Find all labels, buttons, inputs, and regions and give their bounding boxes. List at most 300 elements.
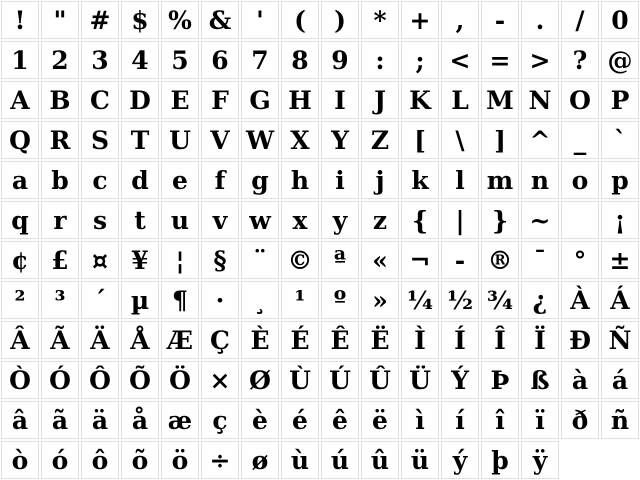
glyph-cell[interactable] — [41, 441, 79, 479]
glyph-cell[interactable] — [1, 321, 39, 359]
glyph-cell[interactable] — [521, 401, 559, 439]
glyph-cell[interactable] — [241, 321, 279, 359]
glyph-cell[interactable] — [601, 281, 639, 319]
glyph-cell[interactable] — [1, 1, 39, 39]
glyph: A — [10, 85, 30, 115]
glyph-cell[interactable] — [201, 241, 239, 279]
glyph: l — [455, 165, 465, 195]
glyph-cell[interactable] — [601, 81, 639, 119]
glyph-cell[interactable] — [601, 201, 639, 239]
glyph-cell[interactable] — [401, 201, 439, 239]
glyph-cell[interactable] — [321, 441, 359, 479]
glyph: - — [454, 245, 466, 275]
glyph: Z — [370, 125, 390, 155]
glyph-cell[interactable] — [441, 361, 479, 399]
glyph-cell[interactable] — [81, 321, 119, 359]
glyph: ÿ — [532, 445, 548, 475]
glyph-cell[interactable] — [201, 121, 239, 159]
glyph-cell[interactable] — [1, 81, 39, 119]
glyph-cell[interactable] — [81, 161, 119, 199]
glyph-cell[interactable] — [561, 121, 599, 159]
glyph-cell[interactable] — [361, 121, 399, 159]
glyph-cell[interactable] — [1, 121, 39, 159]
glyph-cell[interactable] — [521, 441, 559, 479]
glyph-cell[interactable] — [281, 201, 319, 239]
glyph-cell[interactable] — [81, 441, 119, 479]
glyph-cell[interactable] — [121, 161, 159, 199]
glyph-cell[interactable] — [41, 201, 79, 239]
glyph-cell[interactable] — [561, 161, 599, 199]
glyph-cell[interactable] — [521, 161, 559, 199]
glyph-cell[interactable] — [41, 361, 79, 399]
glyph-cell[interactable] — [481, 241, 519, 279]
glyph-cell[interactable] — [601, 161, 639, 199]
glyph-cell[interactable] — [521, 1, 559, 39]
glyph: ; — [415, 45, 425, 75]
glyph: ý — [452, 445, 468, 475]
glyph: - — [494, 5, 506, 35]
glyph: § — [213, 245, 227, 275]
glyph: » — [372, 285, 388, 315]
glyph: ê — [332, 405, 348, 435]
glyph: R — [49, 125, 71, 155]
glyph: C — [90, 85, 110, 115]
glyph: T — [130, 125, 150, 155]
glyph-cell[interactable] — [121, 321, 159, 359]
glyph: Ï — [534, 325, 546, 355]
glyph-cell[interactable] — [1, 281, 39, 319]
glyph-cell[interactable] — [241, 241, 279, 279]
glyph: Í — [454, 325, 466, 355]
glyph: + — [409, 5, 431, 35]
glyph: 3 — [91, 45, 109, 75]
glyph: ´ — [93, 285, 107, 315]
glyph-cell[interactable] — [561, 1, 599, 39]
glyph: ? — [572, 45, 588, 75]
glyph-cell[interactable] — [441, 41, 479, 79]
glyph-cell[interactable] — [81, 81, 119, 119]
glyph-cell[interactable] — [321, 281, 359, 319]
glyph-cell[interactable] — [81, 121, 119, 159]
glyph-cell[interactable] — [281, 241, 319, 279]
glyph-cell[interactable] — [401, 121, 439, 159]
glyph: Ú — [329, 365, 351, 395]
glyph-cell[interactable] — [321, 361, 359, 399]
glyph-cell[interactable] — [41, 321, 79, 359]
glyph-cell[interactable] — [601, 1, 639, 39]
glyph: . — [535, 5, 545, 35]
glyph: p — [611, 165, 629, 195]
glyph: / — [575, 5, 585, 35]
glyph-cell[interactable] — [361, 201, 399, 239]
glyph: ~ — [529, 205, 551, 235]
glyph: £ — [51, 245, 69, 275]
glyph-cell[interactable] — [281, 41, 319, 79]
glyph: Ö — [169, 365, 191, 395]
glyph: ñ — [610, 405, 630, 435]
glyph-cell[interactable] — [121, 41, 159, 79]
glyph: 4 — [131, 45, 149, 75]
glyph: Ý — [451, 365, 469, 395]
glyph-cell[interactable] — [121, 201, 159, 239]
glyph: â — [11, 405, 29, 435]
glyph-cell[interactable] — [241, 401, 279, 439]
glyph-cell[interactable] — [361, 321, 399, 359]
glyph-cell[interactable] — [241, 81, 279, 119]
glyph-cell[interactable] — [241, 41, 279, 79]
glyph-cell[interactable] — [161, 1, 199, 39]
glyph-cell[interactable] — [361, 361, 399, 399]
glyph-cell[interactable] — [161, 361, 199, 399]
glyph-cell[interactable] — [401, 241, 439, 279]
glyph-cell[interactable] — [41, 1, 79, 39]
glyph-cell[interactable] — [201, 401, 239, 439]
glyph-cell[interactable] — [521, 281, 559, 319]
glyph-cell[interactable] — [441, 321, 479, 359]
glyph-cell[interactable] — [361, 1, 399, 39]
glyph-cell[interactable] — [401, 161, 439, 199]
glyph-cell[interactable] — [401, 281, 439, 319]
glyph-cell[interactable] — [561, 81, 599, 119]
glyph-cell[interactable] — [121, 241, 159, 279]
glyph-cell[interactable] — [441, 401, 479, 439]
glyph-cell[interactable] — [121, 401, 159, 439]
glyph-cell[interactable] — [241, 361, 279, 399]
glyph-cell[interactable] — [441, 281, 479, 319]
glyph: 6 — [211, 45, 229, 75]
glyph-cell[interactable] — [561, 241, 599, 279]
glyph-cell[interactable] — [441, 201, 479, 239]
glyph: æ — [167, 405, 193, 435]
glyph-cell[interactable] — [481, 401, 519, 439]
glyph-cell[interactable] — [281, 161, 319, 199]
glyph-cell[interactable] — [441, 81, 479, 119]
glyph-cell[interactable] — [601, 241, 639, 279]
glyph-cell[interactable] — [241, 161, 279, 199]
glyph-cell[interactable] — [1, 201, 39, 239]
glyph-cell[interactable] — [481, 161, 519, 199]
glyph-cell[interactable] — [521, 321, 559, 359]
glyph: M — [486, 85, 514, 115]
glyph-cell[interactable] — [161, 161, 199, 199]
glyph-cell[interactable] — [401, 81, 439, 119]
glyph: ú — [330, 445, 350, 475]
glyph: × — [209, 365, 231, 395]
glyph-cell[interactable] — [521, 361, 559, 399]
glyph-cell[interactable] — [281, 361, 319, 399]
glyph-cell[interactable] — [121, 81, 159, 119]
glyph-cell[interactable] — [481, 81, 519, 119]
glyph: ä — [91, 405, 109, 435]
glyph: é — [292, 405, 308, 435]
glyph-cell[interactable] — [561, 41, 599, 79]
glyph: ¬ — [409, 245, 431, 275]
glyph-row — [0, 120, 640, 160]
glyph-cell[interactable] — [361, 41, 399, 79]
glyph-cell[interactable] — [321, 201, 359, 239]
glyph-cell[interactable] — [81, 41, 119, 79]
glyph: [ — [414, 125, 426, 155]
glyph: h — [290, 165, 310, 195]
glyph: w — [249, 205, 271, 235]
glyph-cell[interactable] — [561, 361, 599, 399]
glyph-cell[interactable] — [321, 1, 359, 39]
glyph: Ë — [370, 325, 390, 355]
glyph-cell[interactable] — [161, 441, 199, 479]
glyph-cell[interactable] — [561, 281, 599, 319]
glyph-cell[interactable] — [161, 121, 199, 159]
glyph-cell[interactable] — [41, 41, 79, 79]
glyph-cell[interactable] — [441, 1, 479, 39]
glyph: ¥ — [131, 245, 149, 275]
glyph-cell[interactable] — [81, 1, 119, 39]
glyph-cell[interactable] — [81, 241, 119, 279]
glyph-cell[interactable] — [321, 241, 359, 279]
glyph-cell[interactable] — [401, 441, 439, 479]
glyph: 9 — [331, 45, 349, 75]
glyph: ô — [91, 445, 109, 475]
glyph: Q — [9, 125, 31, 155]
glyph: à — [571, 365, 589, 395]
glyph-cell[interactable] — [1, 361, 39, 399]
glyph: * — [373, 5, 387, 35]
glyph-cell[interactable] — [321, 81, 359, 119]
glyph: s — [92, 205, 108, 235]
glyph-cell[interactable] — [201, 361, 239, 399]
glyph: y — [332, 205, 348, 235]
glyph-cell[interactable] — [401, 1, 439, 39]
glyph-cell[interactable] — [521, 201, 559, 239]
empty-slot — [601, 441, 639, 479]
glyph-cell[interactable] — [601, 401, 639, 439]
glyph: c — [92, 165, 108, 195]
glyph: Û — [369, 365, 391, 395]
glyph-row — [0, 200, 640, 240]
glyph-cell[interactable] — [81, 401, 119, 439]
glyph-cell[interactable] — [41, 401, 79, 439]
glyph-cell[interactable] — [201, 441, 239, 479]
glyph-cell[interactable] — [441, 241, 479, 279]
glyph-cell[interactable] — [201, 201, 239, 239]
glyph-cell[interactable] — [1, 241, 39, 279]
glyph-cell[interactable] — [561, 321, 599, 359]
glyph: ' — [256, 5, 264, 35]
glyph: K — [409, 85, 431, 115]
glyph-cell[interactable] — [321, 161, 359, 199]
glyph: ò — [11, 445, 29, 475]
glyph: ì — [415, 405, 425, 435]
glyph: ¼ — [406, 285, 434, 315]
glyph: È — [250, 325, 270, 355]
glyph-cell[interactable] — [41, 241, 79, 279]
glyph-cell[interactable] — [401, 41, 439, 79]
glyph-cell[interactable] — [41, 281, 79, 319]
glyph: © — [287, 245, 313, 275]
glyph: t — [134, 205, 146, 235]
glyph-cell[interactable] — [481, 361, 519, 399]
glyph-cell[interactable] — [41, 121, 79, 159]
glyph: 8 — [291, 45, 309, 75]
glyph-cell[interactable] — [161, 401, 199, 439]
glyph-cell[interactable] — [521, 121, 559, 159]
glyph-cell[interactable] — [1, 41, 39, 79]
glyph-cell[interactable] — [81, 201, 119, 239]
glyph: < — [449, 45, 471, 75]
glyph-cell[interactable] — [601, 121, 639, 159]
glyph: å — [131, 405, 149, 435]
glyph: ü — [410, 445, 430, 475]
glyph-cell[interactable] — [161, 41, 199, 79]
glyph: F — [211, 85, 229, 115]
glyph-cell[interactable] — [481, 321, 519, 359]
glyph-cell[interactable] — [121, 1, 159, 39]
glyph-cell[interactable] — [481, 281, 519, 319]
glyph-cell[interactable] — [121, 441, 159, 479]
glyph: k — [411, 165, 429, 195]
glyph-cell[interactable] — [361, 441, 399, 479]
glyph-cell[interactable] — [361, 281, 399, 319]
glyph-cell[interactable] — [201, 281, 239, 319]
glyph: ã — [51, 405, 69, 435]
glyph: · — [215, 285, 225, 315]
empty-slot — [561, 441, 599, 479]
glyph: õ — [131, 445, 149, 475]
glyph-cell[interactable] — [201, 1, 239, 39]
glyph-cell[interactable] — [281, 321, 319, 359]
glyph-cell[interactable] — [441, 121, 479, 159]
glyph-cell[interactable] — [321, 401, 359, 439]
glyph: ) — [334, 5, 346, 35]
glyph: W — [245, 125, 275, 155]
glyph: ` — [613, 125, 627, 155]
glyph-cell[interactable] — [521, 81, 559, 119]
glyph: ¹ — [294, 285, 306, 315]
glyph-cell[interactable] — [481, 1, 519, 39]
glyph: ¢ — [11, 245, 29, 275]
glyph: r — [53, 205, 67, 235]
glyph-cell[interactable] — [201, 41, 239, 79]
blank-glyph-cell[interactable] — [561, 201, 599, 239]
glyph-cell[interactable] — [321, 121, 359, 159]
glyph: É — [290, 325, 310, 355]
glyph: X — [290, 125, 310, 155]
glyph: ± — [609, 245, 631, 275]
glyph-cell[interactable] — [601, 41, 639, 79]
glyph-cell[interactable] — [81, 281, 119, 319]
glyph: ¿ — [532, 285, 548, 315]
glyph-cell[interactable] — [401, 361, 439, 399]
glyph: ¯ — [533, 245, 547, 275]
glyph-cell[interactable] — [321, 41, 359, 79]
glyph-cell[interactable] — [41, 81, 79, 119]
glyph: Ñ — [608, 325, 632, 355]
glyph-cell[interactable] — [281, 441, 319, 479]
glyph: # — [89, 5, 111, 35]
glyph-cell[interactable] — [281, 401, 319, 439]
glyph: Ò — [9, 365, 31, 395]
glyph-cell[interactable] — [361, 241, 399, 279]
glyph: I — [334, 85, 346, 115]
glyph: Ä — [90, 325, 110, 355]
glyph: Ü — [409, 365, 431, 395]
glyph: _ — [573, 125, 587, 155]
glyph-cell[interactable] — [361, 81, 399, 119]
glyph-cell[interactable] — [401, 401, 439, 439]
glyph-cell[interactable] — [161, 81, 199, 119]
glyph: ® — [487, 245, 513, 275]
glyph-cell[interactable] — [161, 321, 199, 359]
glyph: Õ — [129, 365, 151, 395]
glyph-cell[interactable] — [201, 321, 239, 359]
glyph-cell[interactable] — [1, 401, 39, 439]
glyph-cell[interactable] — [281, 281, 319, 319]
glyph-cell[interactable] — [481, 121, 519, 159]
glyph: ù — [290, 445, 310, 475]
glyph-cell[interactable] — [521, 41, 559, 79]
glyph: % — [168, 5, 192, 35]
glyph-cell[interactable] — [201, 161, 239, 199]
glyph-row — [0, 400, 640, 440]
glyph-cell[interactable] — [321, 321, 359, 359]
glyph: ë — [372, 405, 388, 435]
glyph: H — [288, 85, 312, 115]
glyph-cell[interactable] — [481, 201, 519, 239]
glyph: $ — [131, 5, 149, 35]
glyph-cell[interactable] — [601, 321, 639, 359]
glyph-cell[interactable] — [161, 281, 199, 319]
glyph-cell[interactable] — [361, 161, 399, 199]
glyph-cell[interactable] — [121, 121, 159, 159]
glyph-cell[interactable] — [601, 361, 639, 399]
glyph-cell[interactable] — [81, 361, 119, 399]
glyph-cell[interactable] — [401, 321, 439, 359]
glyph-cell[interactable] — [241, 1, 279, 39]
glyph: ¸ — [253, 285, 267, 315]
glyph: 7 — [251, 45, 269, 75]
glyph-cell[interactable] — [241, 201, 279, 239]
glyph-cell[interactable] — [1, 161, 39, 199]
glyph-cell[interactable] — [201, 81, 239, 119]
glyph-row — [0, 160, 640, 200]
glyph-cell[interactable] — [281, 1, 319, 39]
glyph-cell[interactable] — [441, 161, 479, 199]
glyph-cell[interactable] — [361, 401, 399, 439]
glyph-cell[interactable] — [281, 81, 319, 119]
glyph: N — [528, 85, 552, 115]
glyph-cell[interactable] — [1, 441, 39, 479]
glyph-cell[interactable] — [241, 121, 279, 159]
glyph: ³ — [54, 285, 66, 315]
glyph-row — [0, 80, 640, 120]
glyph: > — [529, 45, 551, 75]
glyph-row — [0, 320, 640, 360]
glyph-cell[interactable] — [281, 121, 319, 159]
glyph-cell[interactable] — [561, 401, 599, 439]
glyph-cell[interactable] — [161, 241, 199, 279]
glyph-cell[interactable] — [241, 281, 279, 319]
glyph-cell[interactable] — [241, 441, 279, 479]
glyph: è — [252, 405, 268, 435]
glyph-cell[interactable] — [121, 281, 159, 319]
glyph-cell[interactable] — [161, 201, 199, 239]
glyph-cell[interactable] — [41, 161, 79, 199]
glyph-cell[interactable] — [521, 241, 559, 279]
glyph-cell[interactable] — [481, 441, 519, 479]
glyph-cell[interactable] — [441, 441, 479, 479]
glyph-cell[interactable] — [481, 41, 519, 79]
glyph-cell[interactable] — [121, 361, 159, 399]
glyph: Ã — [50, 325, 70, 355]
